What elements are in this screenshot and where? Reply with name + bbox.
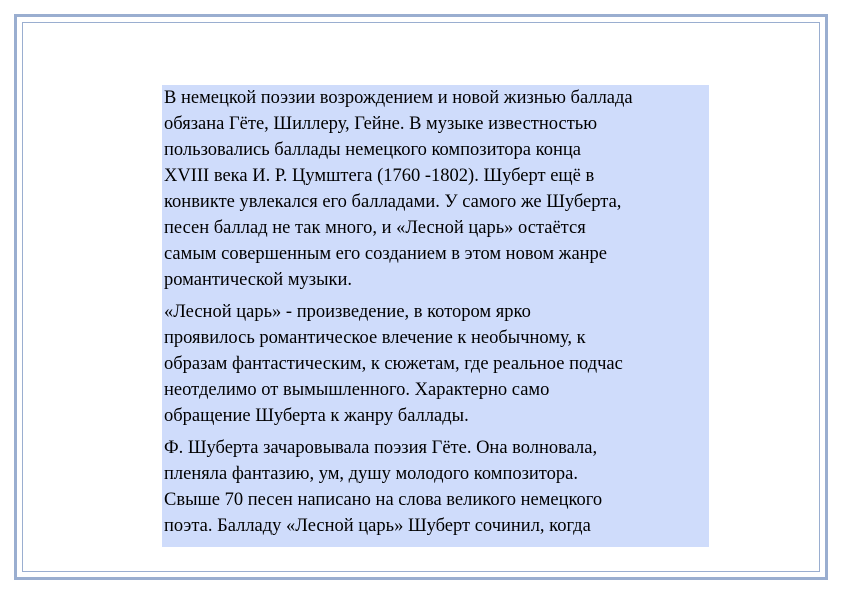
text-line: поэта. Балладу «Лесной царь» Шуберт сочинил, когда [164,516,591,536]
text-line: Ф. Шуберта зачаровывала поэзия Гёте. Она волновала, [164,438,598,458]
text-line: пользовались баллады немецкого композитора конца [164,140,581,160]
text-line: В немецкой поэзии возрождением и новой жизнью баллада [164,88,633,108]
text-line: образам фантастическим, к сюжетам, где реальное подчас [164,354,623,374]
text-line: пленяла фантазию, ум, душу молодого композитора. [164,464,578,484]
text-line: песен баллад не так много, и «Лесной царь» остаётся [164,218,586,238]
paragraph-2 [164,299,709,429]
text-line: проявилось романтическое влечение к необычному, к [164,328,586,348]
text-line: самым совершенным его созданием в этом новом жанре [164,244,608,264]
paragraph-1 [164,85,709,293]
paragraph-3 [164,435,709,539]
text-line: конвикте увлекался его балладами. У самого же Шуберта, [164,192,622,212]
text-line: романтической музыки. [164,270,353,290]
text-line: XVIII века И. Р. Цумштега (1760 -1802). Шуберт ещё в [164,166,595,186]
text-line: Свыше 70 песен написано на слова великого немецкого [164,490,603,510]
text-line: «Лесной царь» - произведение, в котором ярко [164,302,531,322]
text-line: обращение Шуберта к жанру баллады. [164,406,469,426]
text-line: неотделимо от вымышленного. Характерно само [164,380,550,400]
text-block [162,85,709,547]
text-line: обязана Гёте, Шиллеру, Гейне. В музыке известностью [164,114,598,134]
